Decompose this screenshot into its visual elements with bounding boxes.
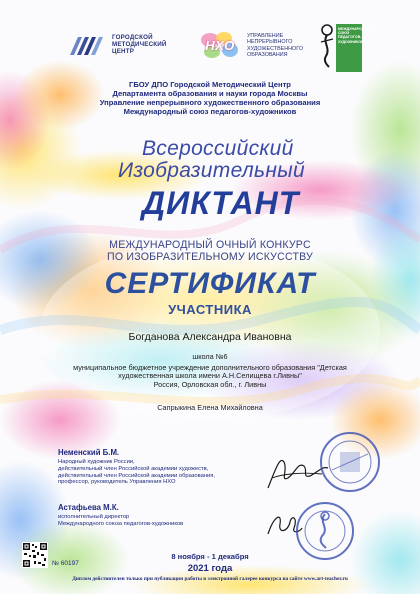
- nho-logo-line: УПРАВЛЕНИЕ: [247, 33, 284, 39]
- signatory-desc-line: исполнительный директор: [58, 514, 130, 520]
- contest-dates: 8 ноября - 1 декабря: [171, 552, 249, 561]
- nho-logo-line: НЕПРЕРЫВНОГО: [247, 39, 293, 46]
- signatory-desc-line: Международного союза педагогов-художников: [58, 520, 184, 527]
- signatory-desc-line: действительный член Российской академии образования,: [58, 472, 216, 479]
- dictation-line-2: Изобразительный: [118, 159, 305, 182]
- union-logo-line: МЕЖДУНАРОДНЫЙ: [338, 27, 374, 31]
- stamp-2-icon: [292, 500, 358, 562]
- recipient-name: Богданова Александра Ивановна: [128, 331, 292, 343]
- contest-line: ПО ИЗОБРАЗИТЕЛЬНОМУ ИСКУССТВУ: [107, 251, 313, 263]
- methodical-center-logo-icon: [68, 33, 108, 57]
- recipient-role: УЧАСТНИКА: [168, 302, 252, 317]
- union-logo-line: ХУДОЖНИКОВ: [338, 39, 364, 44]
- signatory-desc-line: Народный художник России,: [58, 459, 135, 465]
- qr-code-icon: [22, 542, 48, 568]
- signatory-name: Неменский Б.М.: [58, 448, 120, 457]
- center-logo-line: ЦЕНТР: [112, 48, 135, 56]
- union-logo-line: ПЕДАГОГОВ-: [338, 35, 362, 40]
- institution-line: художественная школа имени А.Н.Селищева г.Ливны": [118, 371, 302, 381]
- contest-line: МЕЖДУНАРОДНЫЙ ОЧНЫЙ КОНКУРС: [109, 239, 311, 251]
- contest-year: 2021 года: [187, 563, 233, 574]
- teacher-name: Сапрыкина Елена Михайловна: [157, 403, 263, 412]
- organization-line: Департамента образования и науки города Москвы: [112, 89, 308, 98]
- institution-line: Россия, Орловская обл., г. Ливны: [153, 379, 267, 389]
- stamp-1-icon: [318, 430, 382, 494]
- union-figure-icon: [318, 24, 336, 68]
- center-logo-line: МЕТОДИЧЕСКИЙ: [112, 41, 167, 49]
- nho-mark: НХО: [205, 38, 235, 53]
- certificate-title: СЕРТИФИКАТ: [104, 267, 316, 300]
- footer-note: Диплом действителен только при публикации работы в электронной галерее конкурса на сайте www.art-teacher.ru: [72, 576, 348, 582]
- union-logo-line: СОЮЗ: [338, 31, 350, 36]
- organization-line: ГБОУ ДПО Городской Методический Центр: [129, 80, 291, 89]
- nho-logo: [198, 30, 242, 60]
- signatory-desc-line: профессор, руководитель Управления НХО: [58, 479, 176, 486]
- nho-logo-line: ХУДОЖЕСТВЕННОГО: [247, 45, 304, 52]
- certificate-number: № 60197: [52, 560, 79, 567]
- union-logo-green-box: [336, 24, 374, 72]
- dictation-line-1: Всероссийский: [142, 137, 294, 160]
- organization-line: Управление непрерывного художественного образования: [99, 98, 321, 107]
- organization-line: Международный союз педагогов-художников: [123, 107, 297, 116]
- institution-line: муниципальное бюджетное учреждение дополнительного образования "Детская: [73, 363, 347, 372]
- signatory-name: Астафьева М.К.: [58, 503, 119, 512]
- school: школа №6: [192, 352, 228, 361]
- dictation-line-3: ДИКТАНТ: [142, 185, 300, 221]
- nho-logo-line: ОБРАЗОВАНИЯ: [247, 52, 288, 59]
- center-logo-line: ГОРОДСКОЙ: [112, 34, 153, 41]
- signatory-desc-line: действительный член Российской академии художеств,: [58, 465, 209, 472]
